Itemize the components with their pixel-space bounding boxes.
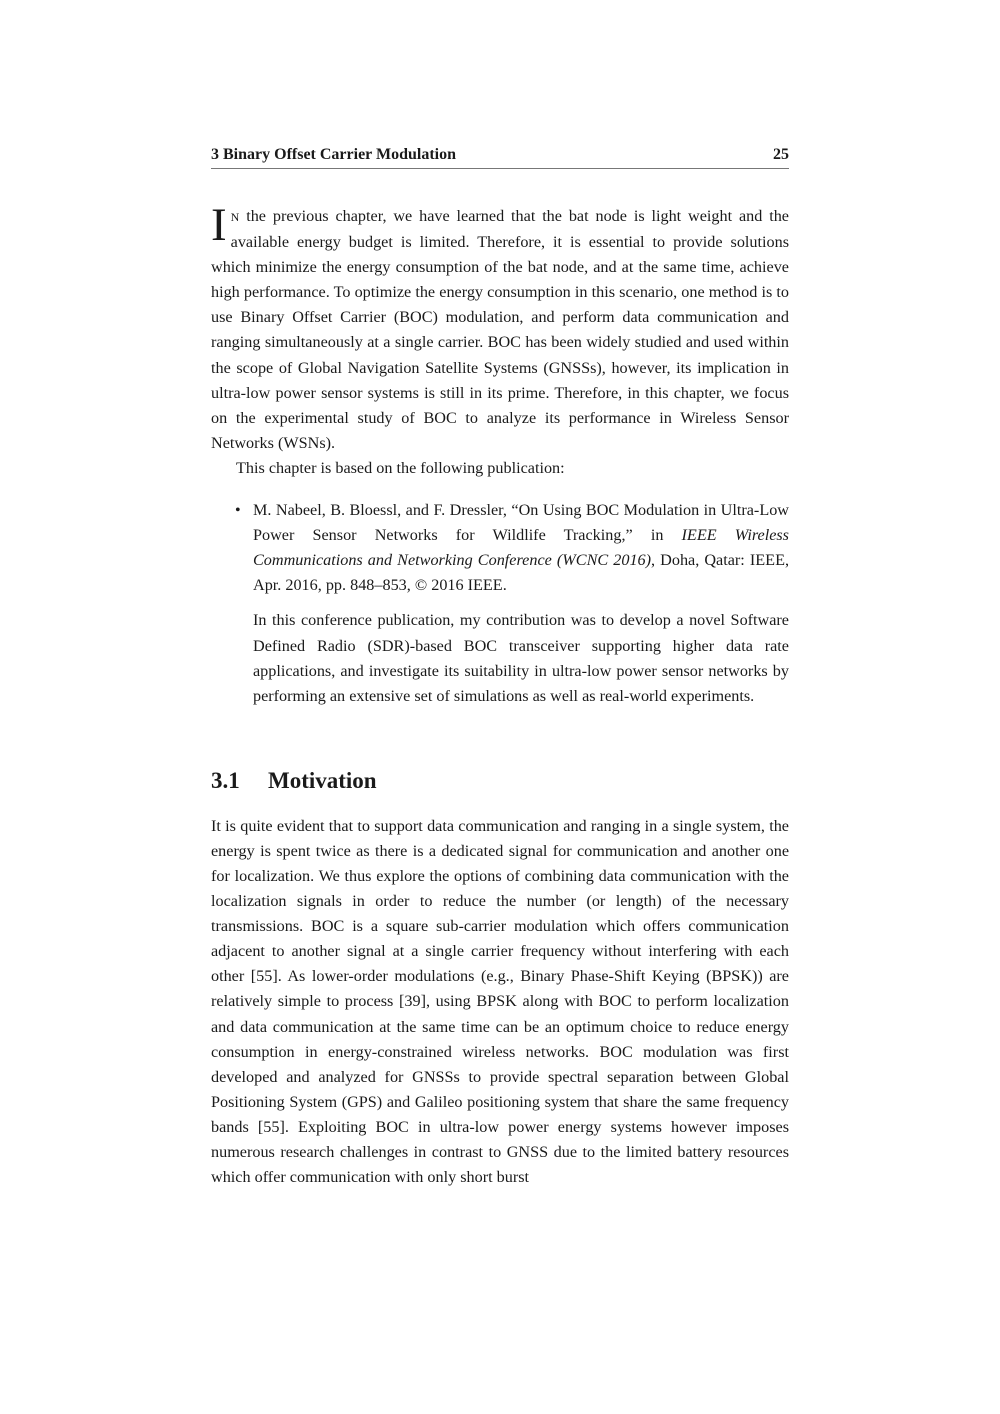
contribution-paragraph: In this conference publication, my contribution was to develop a novel Software Defined Radio (SDR)-based BOC transceiver supporting higher data rate applications, and investigate its suitability in ultra-low power sensor networks by performing an extensive set of simulations as well as real-world experiments. [253,611,789,705]
bullet-icon: • [235,502,241,520]
publication-item [235,498,789,709]
intro-text: the previous chapter, we have learned that the bat node is light weight and the available energy budget is limited. Therefore, it is essential to provide solutions which minimize the energy consumption of the bat node, and at the same time, achieve high performance. To optimize the energy consumption in this scenario, one method is to use Binary Offset Carrier (BOC) modulation, and perform data communication and ranging simultaneously at a single carrier. BOC has been widely studied and used within the scope of Global Navigation Satellite Systems (GNSSs), however, its implication in ultra-low power sensor systems is still in its prime. Therefore, in this chapter, we focus on the experimental study of BOC to analyze its performance in Wireless Sensor Networks (WSNs). [211,207,789,452]
running-head [211,146,789,169]
publication-list [211,498,789,709]
page-content [211,146,789,1190]
intro-paragraph [211,199,789,456]
citation-authors-title: M. Nabeel, B. Bloessl, and F. Dressler, “On Using BOC Modulation in Ultra-Low Power Sensor Networks for Wildlife Tracking,” in [253,501,789,545]
page-number: 25 [773,146,789,163]
citation-details: , Doha, Qatar: IEEE, Apr. 2016, pp. 848–853, © 2016 IEEE. [253,551,789,595]
publication-citation [253,498,789,598]
chapter-title: 3 Binary Offset Carrier Modulation [211,146,457,163]
based-on-paragraph: This chapter is based on the following publication: [236,458,565,477]
citation-venue: IEEE Wireless Communications and Networking Conference (WCNC 2016) [253,526,789,570]
section-heading [211,766,789,796]
small-cap: N [230,210,240,224]
section-number: 3.1 [211,767,240,793]
motivation-paragraph: It is quite evident that to support data communication and ranging in a single system, the energy is spent twice as there is a dedicated signal for communication and another one for localization. We thus explore the options of combining data communication with the localization signals in order to reduce the number (or length) of the necessary transmissions. BOC is a square sub-carrier modulation which offers communication adjacent to another signal at a single carrier frequency without interfering with each other [55]. As lower-order modulations (e.g., Binary Phase-Shift Keying (BPSK)) are relatively simple to process [39], using BPSK along with BOC to perform localization and data communication at the same time can be an optimum choice to reduce energy consumption in energy-constrained wireless networks. BOC modulation was first developed and analyzed for GNSSs to provide spectral separation between Global Positioning System (GPS) and Galileo positioning system that share the same frequency bands [55]. Exploiting BOC in ultra-low power energy systems however imposes numerous research challenges in contrast to GNSS due to the limited battery resources which offer communication with only short burst [211,816,789,1187]
drop-cap: I [211,199,227,251]
section-title: Motivation [268,767,377,793]
